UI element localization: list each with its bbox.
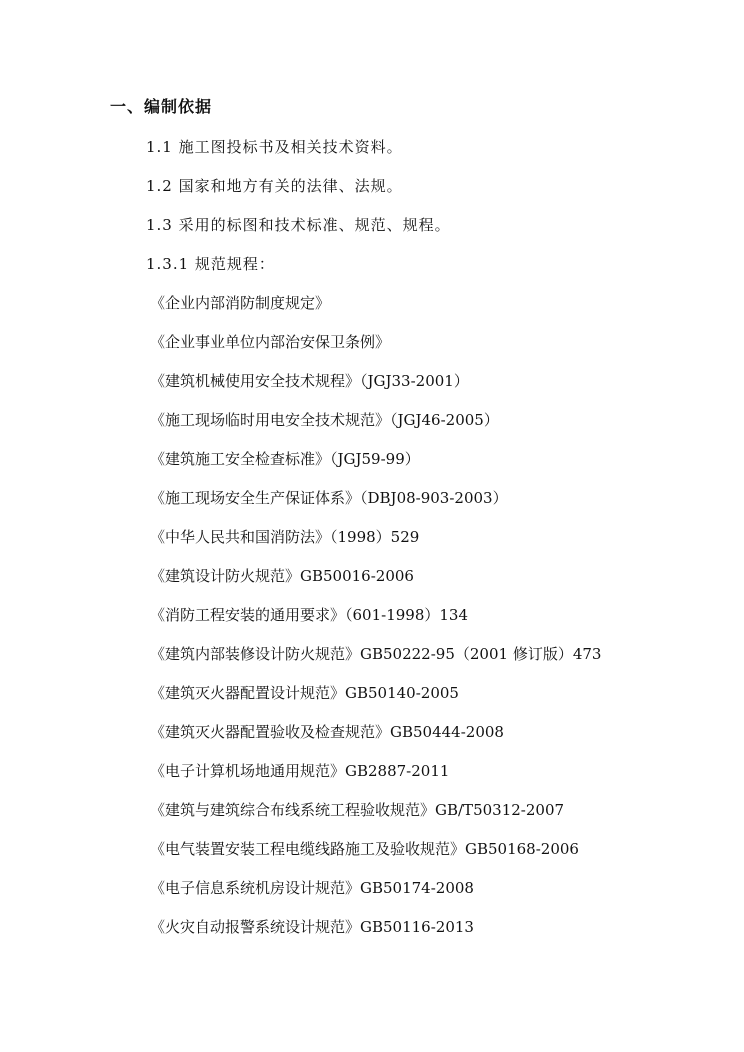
basis-item-3: 1.3 采用的标图和技术标准、规范、规程。 bbox=[146, 216, 451, 234]
reference-item: 《建筑施工安全检查标准》（JGJ59-99） bbox=[150, 450, 420, 468]
reference-item: 《施工现场临时用电安全技术规范》（JGJ46-2005） bbox=[150, 411, 499, 429]
reference-item: 《施工现场安全生产保证体系》（DBJ08-903-2003） bbox=[150, 489, 508, 507]
section-heading: 一、编制依据 bbox=[110, 97, 213, 116]
reference-item: 《建筑设计防火规范》GB50016-2006 bbox=[150, 567, 414, 585]
reference-item: 《电子信息系统机房设计规范》GB50174-2008 bbox=[150, 879, 474, 897]
reference-item: 《电气装置安装工程电缆线路施工及验收规范》GB50168-2006 bbox=[150, 840, 579, 858]
reference-item: 《消防工程安装的通用要求》（601-1998）134 bbox=[150, 606, 469, 624]
reference-item: 《火灾自动报警系统设计规范》GB50116-2013 bbox=[150, 918, 474, 936]
reference-item: 《企业事业单位内部治安保卫条例》 bbox=[150, 333, 391, 351]
reference-item: 《建筑机械使用安全技术规程》（JGJ33-2001） bbox=[150, 372, 469, 390]
reference-item: 《建筑与建筑综合布线系统工程验收规范》GB/T50312-2007 bbox=[150, 801, 565, 819]
basis-item-2: 1.2 国家和地方有关的法律、法规。 bbox=[146, 177, 403, 195]
reference-item: 《建筑灭火器配置验收及检查规范》GB50444-2008 bbox=[150, 723, 504, 741]
basis-item-1: 1.1 施工图投标书及相关技术资料。 bbox=[146, 138, 403, 156]
reference-item: 《建筑灭火器配置设计规范》GB50140-2005 bbox=[150, 684, 459, 702]
reference-item: 《企业内部消防制度规定》 bbox=[150, 294, 331, 312]
reference-item: 《中华人民共和国消防法》（1998）529 bbox=[150, 528, 420, 546]
reference-item: 《电子计算机场地通用规范》GB2887-2011 bbox=[150, 762, 450, 780]
basis-subitem-3-1: 1.3.1 规范规程： bbox=[146, 255, 275, 273]
reference-item: 《建筑内部装修设计防火规范》GB50222-95（2001 修订版）473 bbox=[150, 645, 602, 663]
